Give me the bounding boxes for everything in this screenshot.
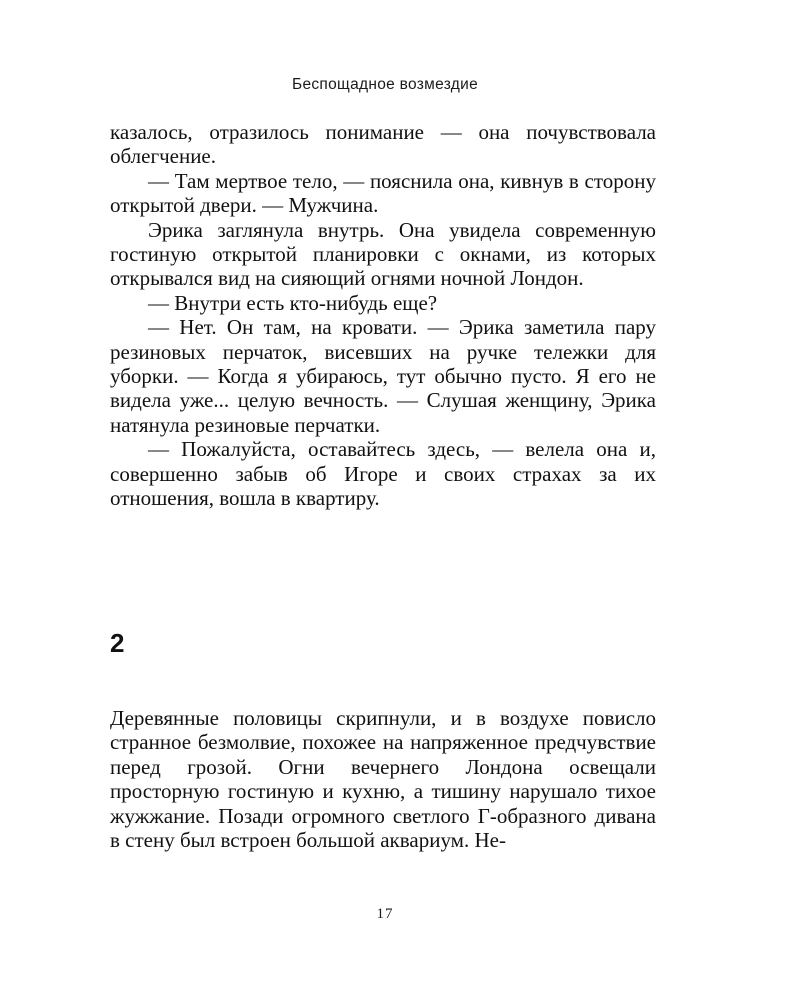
paragraph: казалось, отразилось понимание — она почувствовала облегчение. <box>110 120 656 169</box>
paragraph: — Нет. Он там, на кровати. — Эрика заметила пару резиновых перчаток, висевших на ручке тележки для уборки. — Когда я убираюсь, тут обычно пусто. Я его не видела уже... целую вечность. — Слушая женщину, Эрика натянула резиновые перчатки. <box>110 315 656 437</box>
paragraph: Эрика заглянула внутрь. Она увидела современную гостиную открытой планировки с окнами, из которых открывался вид на сияющий огнями ночной Лондон. <box>110 217 656 291</box>
chapter-number: 2 <box>110 628 125 658</box>
paragraph: — Пожалуйста, оставайтесь здесь, — велела она и, совершенно забыв об Игоре и своих страхах за их отношения, вошла в квартиру. <box>110 437 656 511</box>
paragraph: — Внутри есть кто-нибудь еще? <box>148 290 438 315</box>
running-title: Беспощадное возмездие <box>291 76 479 93</box>
body-text-section-2 <box>110 706 656 852</box>
paragraph: — Там мертвое тело, — пояснила она, кивнув в сторону открытой двери. — Мужчина. <box>110 168 656 218</box>
paragraph: Деревянные половицы скрипнули, и в воздухе повисло странное безмолвие, похожее на напряженное предчувствие перед грозой. Огни вечернего Лондона освещали просторную гостиную и кухню, а тишину нарушало тихое жужжание. Позади огромного светлого Г-образного дивана в стену был встроен большой аквариум. Не- <box>110 706 656 853</box>
body-text-section-1 <box>110 120 656 511</box>
page-number: 17 <box>376 906 394 922</box>
